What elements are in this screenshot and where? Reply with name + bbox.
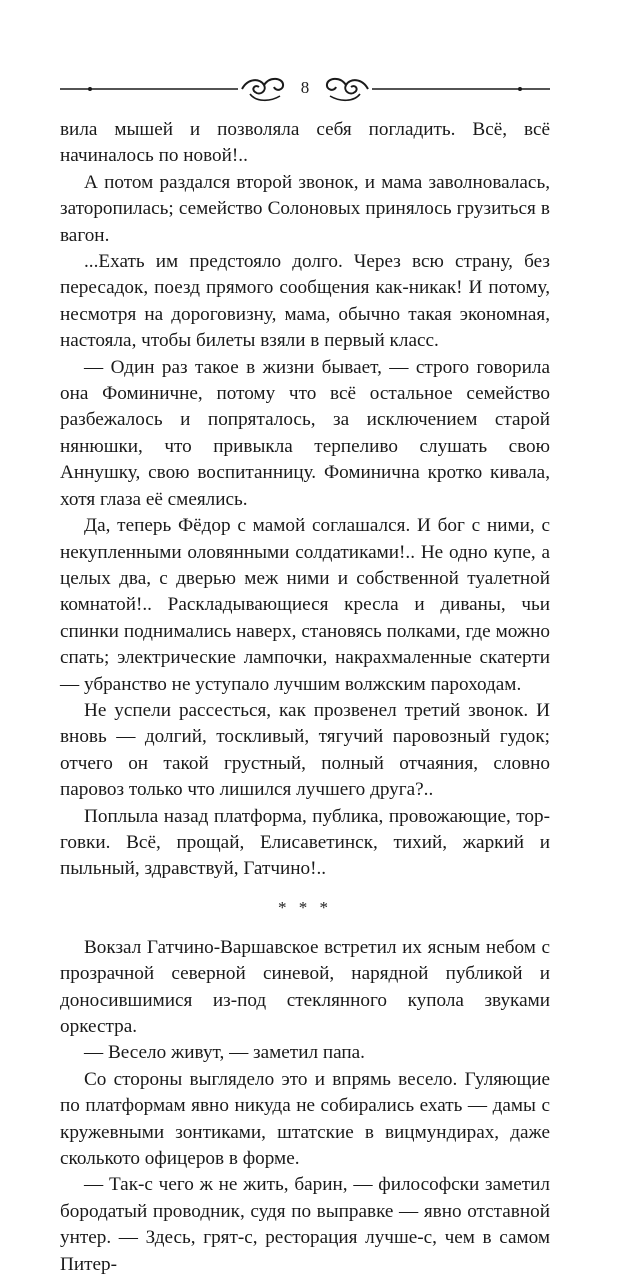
paragraph: Да, теперь Фёдор с мамой соглашался. И бог с ними, с некупленными оловянными солдатиками!.. Не одно купе, а целых два, с дверью меж ними и собственной туалетной комнатой!.. Раскладывающиеся кресла и диваны, чьи спинки поднимались наверх, становясь полками, где можно спать; электрические лампочки, накрахмаленные скатерти — убранство не уступало лучшим волжским пароходам.	[60, 515, 550, 695]
paragraph: — Так-с чего ж не жить, барин, — философски заметил бородатый проводник, судя по выправке — явно отставной унтер. — Здесь, грят-с, ресторация лучше-с, чем в самом Питер-	[60, 1174, 550, 1275]
paragraph: А потом раздался второй звонок, и мама заволновалась, заторопилась; семейство Солоновых принялось грузиться в вагон.	[60, 171, 550, 246]
paragraph: Вокзал Гатчино-Варшавское встретил их ясным небом с прозрачной северной синевой, нарядной публикой и доносившимися из-под стеклянного купола звуками оркестра.	[60, 936, 550, 1037]
text-section-before	[60, 117, 550, 883]
paragraph: — Весело живут, — заметил папа.	[84, 1042, 365, 1064]
paragraph: Поплыла назад платформа, публика, провожающие, торговки. Всё, прощай, Елисаветинск, тихий, жаркий и пыльный, здравствуй, Гатчино!..	[60, 805, 550, 880]
paragraph: вила мышей и позволяла себя погладить. Всё, всё начиналось по новой!..	[60, 119, 550, 167]
paragraph: — Один раз такое в жизни бывает, — строго говорила она Фоминичне, потому что всё остальное семейство разбежалось и попряталось, за исключением старой нянюшки, что привыкла терпеливо слушать свою Аннушку, свою воспитанницу. Фоминична кротко кивала, хотя глаза её смеялись.	[60, 356, 550, 510]
body-text	[60, 117, 550, 1278]
page-header	[60, 72, 550, 108]
section-separator: * * *	[278, 897, 332, 917]
paragraph: ...Ехать им предстояло долго. Через всю страну, без пересадок, поезд прямого сообщения как-никак! И потому, несмотря на дороговизну, мама, обычно такая экономная, настояла, чтобы билеты взяли в первый класс.	[60, 251, 550, 352]
paragraph: Не успели рассесться, как прозвенел третий звонок. И вновь — долгий, тоскливый, тягучий паровозный гудок; отчего он такой грустный, полный отчаяния, словно паровоз только что лишился лучшего друга?..	[60, 699, 550, 801]
page-number: 8	[300, 78, 310, 97]
text-section-after	[60, 935, 550, 1278]
paragraph: Со стороны выглядело это и впрямь весело. Гуляющие по платформам явно никуда не собирались ехать — дамы с кружевными зонтиками, штатские в вицмундирах, даже сколькото офицеров в форме.	[60, 1068, 550, 1170]
